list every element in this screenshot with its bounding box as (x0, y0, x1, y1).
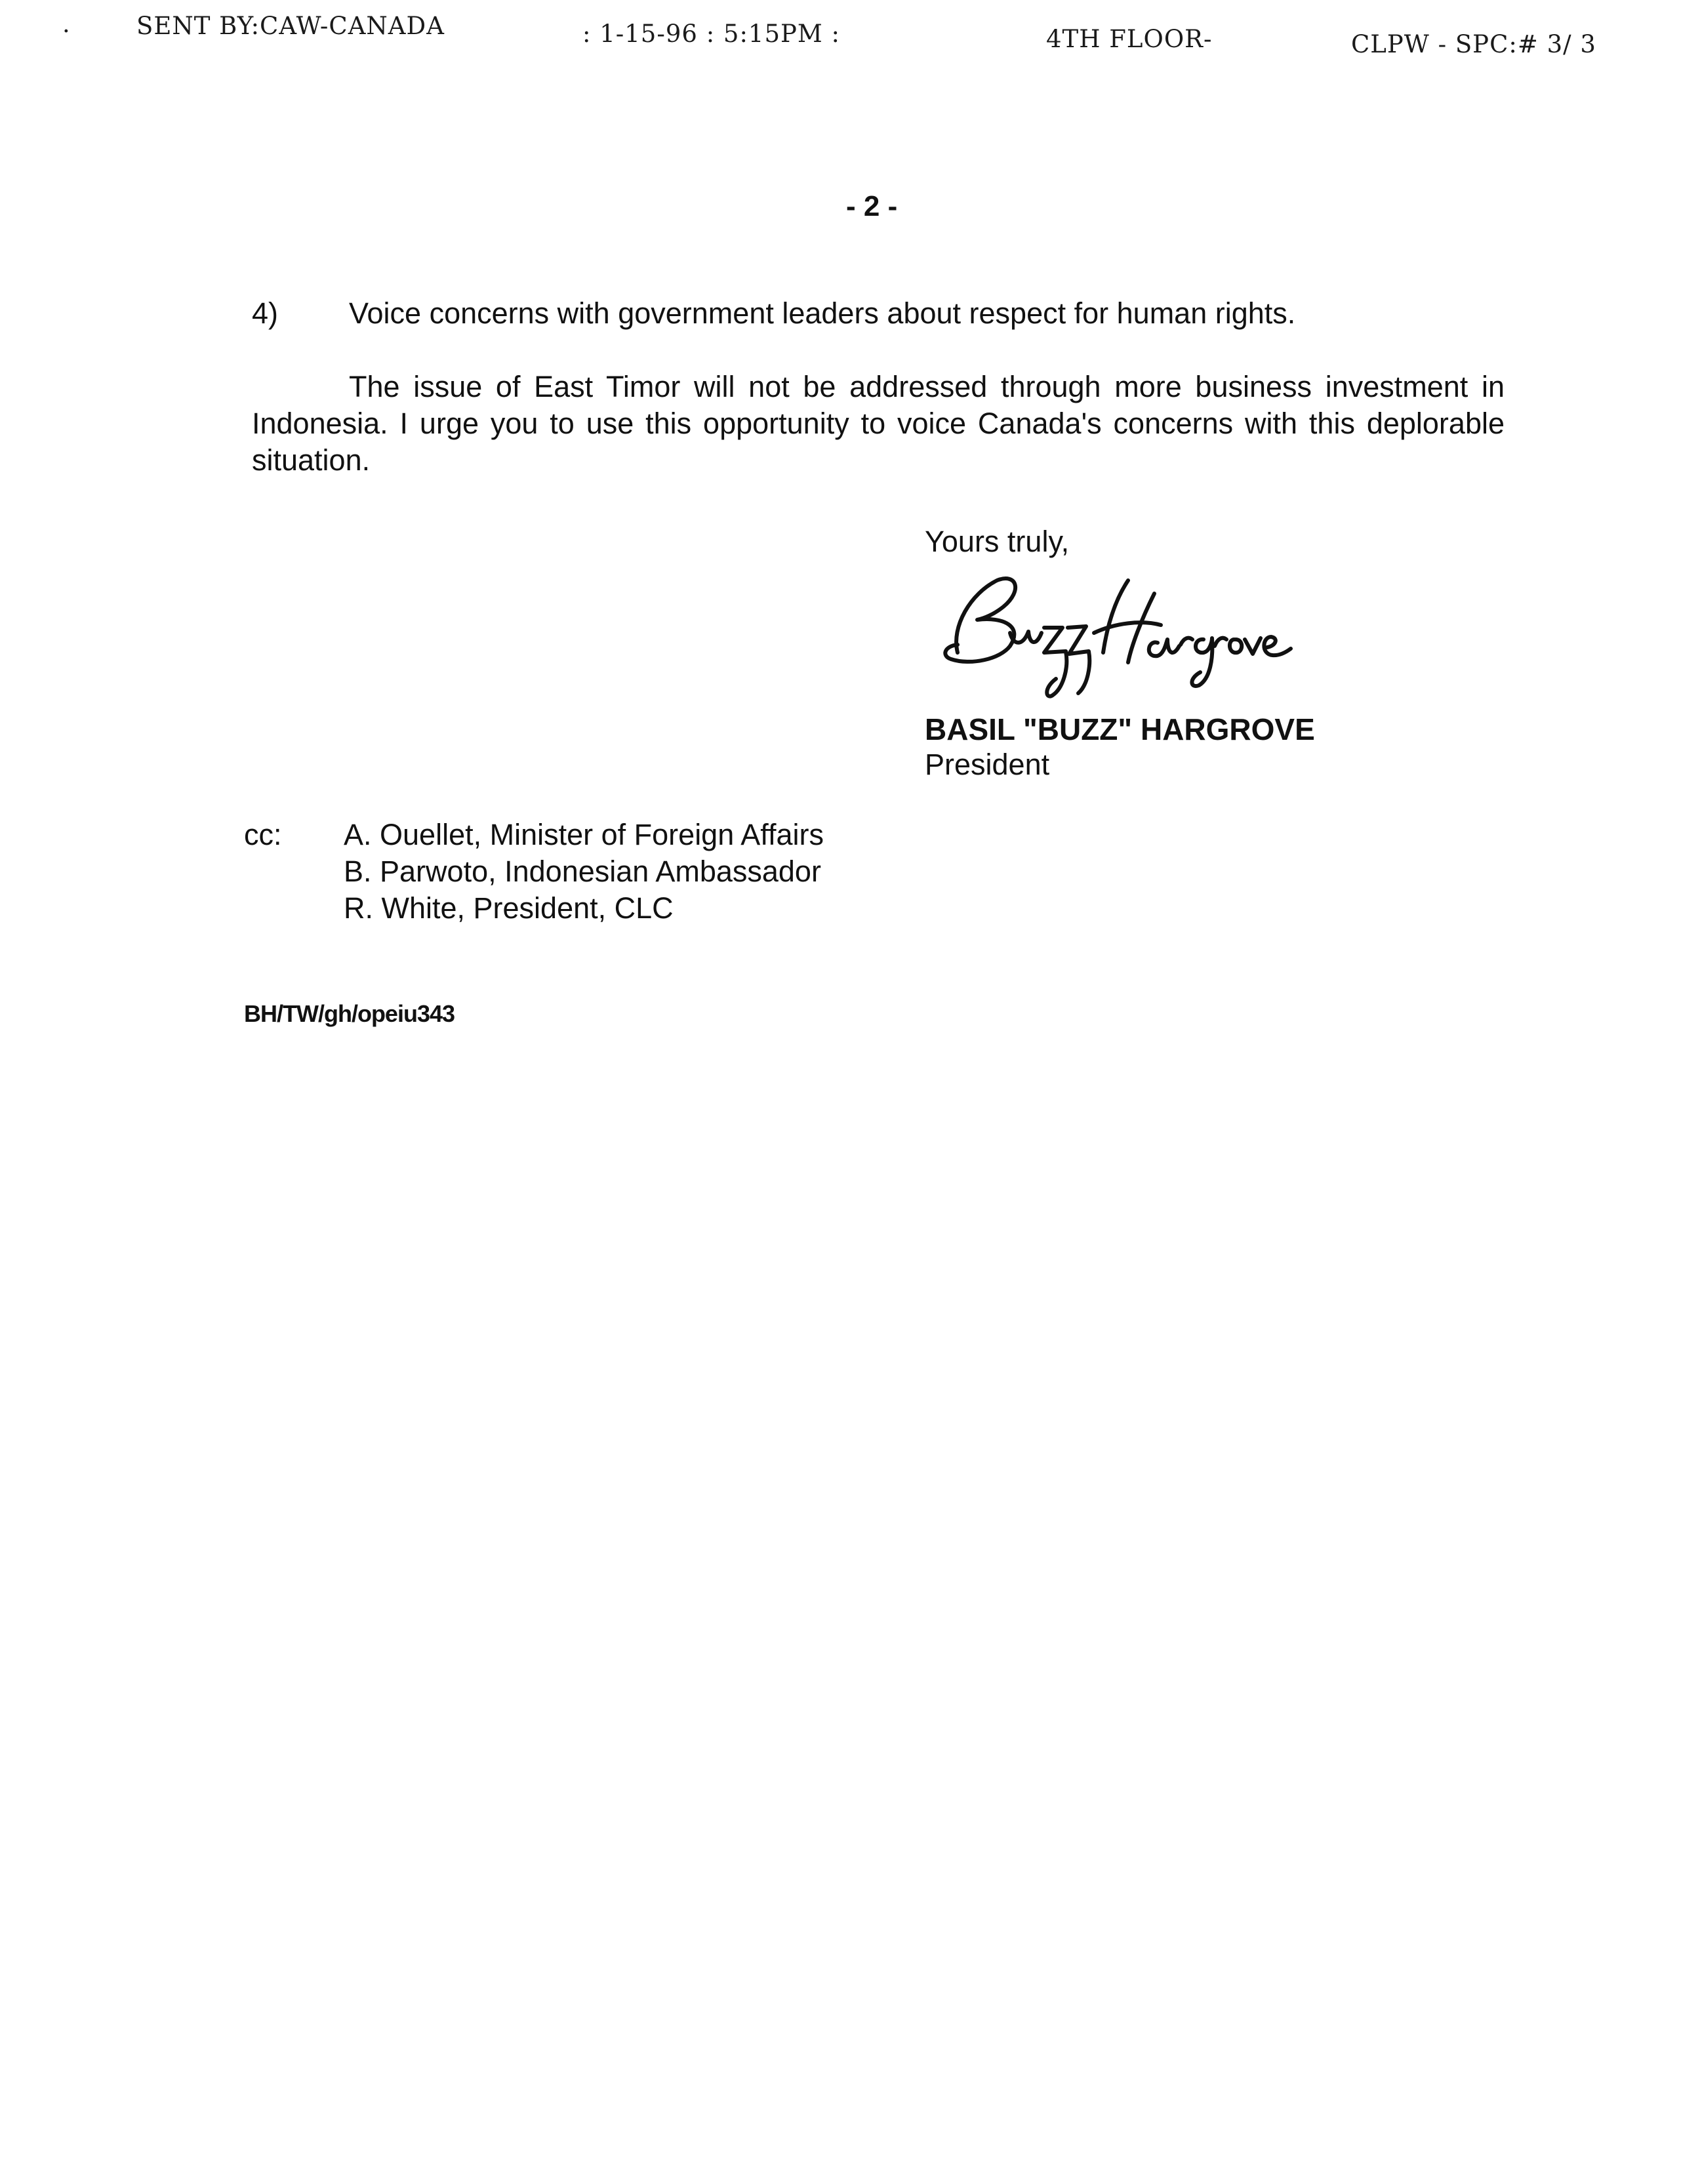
cc-recipient: R. White, President, CLC (344, 891, 674, 925)
cc-recipient: A. Ouellet, Minister of Foreign Affairs (344, 818, 824, 851)
item-number: 4) (252, 296, 279, 330)
body-paragraph: The issue of East Timor will not be addressed through more business investment in Indonesia. I urge you to use this opportunity to voice Canada's concerns with this deplorable situation. (252, 370, 1505, 477)
fax-floor: 4TH FLOOR- (1046, 25, 1213, 53)
item-text: Voice concerns with government leaders about respect for human rights. (349, 296, 1296, 330)
cc-recipient-list (344, 817, 824, 927)
signer-name: BASIL "BUZZ" HARGROVE (925, 712, 1315, 746)
fax-page-info: CLPW - SPC:# 3/ 3 (1351, 30, 1596, 58)
cc-label: cc: (244, 818, 282, 851)
page-number: - 2 - (846, 190, 898, 222)
cc-recipient: B. Parwoto, Indonesian Ambassador (344, 855, 821, 888)
fax-header (0, 12, 1700, 64)
fax-sent-by: SENT BY:CAW-CANADA (136, 12, 445, 40)
handwritten-signature (931, 554, 1299, 705)
signer-title: President (925, 748, 1050, 781)
fax-datetime: : 1-15-96 : 5:15PM : (582, 20, 841, 48)
fax-mark: · (62, 17, 71, 45)
closing-salutation: Yours truly, (925, 525, 1070, 558)
reference-initials: BH/TW/gh/opeiu343 (244, 1000, 455, 1027)
